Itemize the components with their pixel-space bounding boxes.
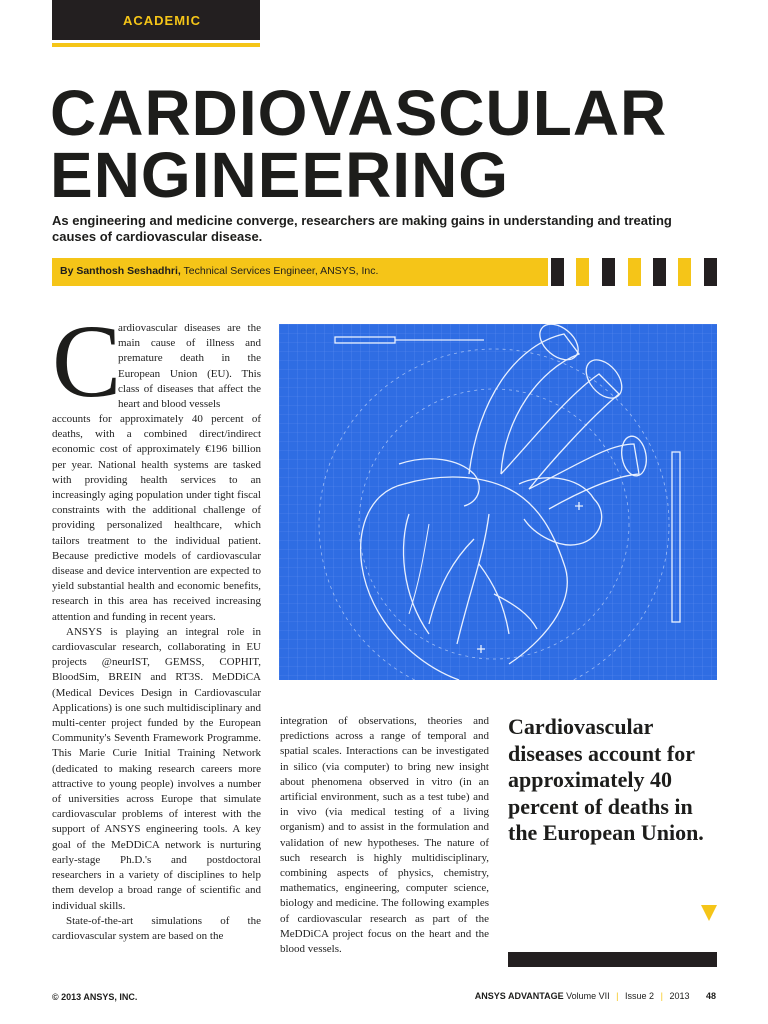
footer-volume: Volume VII: [566, 991, 610, 1001]
column-1: [52, 412, 261, 944]
heart-blueprint-figure: [279, 324, 717, 680]
page-title: [50, 77, 750, 211]
section-label: ACADEMIC: [123, 13, 202, 28]
footer-copyright: © 2013 ANSYS, INC.: [52, 992, 138, 1002]
title-line-2: ENGINEERING: [50, 139, 510, 211]
corner-triangle-icon: [701, 905, 717, 921]
paragraph-1: accounts for approximately 40 percent of deaths, with a combined direct/indirect economic cost of approximately €196 billion per year. National health systems are tasked with providing health services to an increasingly aging population under tight fiscal constraints with the additional challenge of providing personalized healthcare, which tailors treatment to the individual patient. Because predictive models of cardiovascular disease and device intervention are expected to yield substantial health and economic benefits, research in this area has received increasing attention and funding in recent years.: [52, 413, 261, 623]
pull-quote-rule: [508, 952, 717, 967]
page-number: 48: [705, 991, 716, 1001]
footer-year: 2013: [669, 991, 690, 1001]
footer-publication: ANSYS ADVANTAGE Volume VII | Issue 2 | 2013 48: [474, 991, 716, 1001]
byline-role: Technical Services Engineer, ANSYS, Inc.: [180, 265, 379, 277]
section-underline: [52, 43, 260, 47]
title-line-1: CARDIOVASCULAR: [50, 77, 668, 149]
byline-author: By Santhosh Seshadhri,: [60, 265, 181, 277]
deck-subtitle: As engineering and medicine converge, researchers are making gains in understanding and treating causes of cardiovascular disease.: [52, 213, 672, 244]
heart-blueprint-icon: [279, 324, 717, 680]
column-2: integration of observations, theories and predictions across a range of temporal and spatial scales. Interactions can be investigated in silico (via computer) to bring new insight about phenomena observed in vitro (in an artificial environment, such as a test tube) and in vivo (via medical testing of a living organism) and to assist in the formulation and validation of new hypotheses. The nature of such research is highly multidisciplinary, combining aspects of physics, chemistry, mathematics, engineering, computer science, biology and medicine. The following examples of cardiovascular research as part of the MeDDiCA project focus on the heart and the blood vessels.: [280, 715, 489, 956]
footer-issue: Issue 2: [625, 991, 655, 1001]
decorative-stripes: [551, 258, 717, 286]
section-tab: [52, 0, 260, 40]
paragraph-2: ANSYS is playing an integral role in cardiovascular research, collaborating in EU projects @neurIST, GEMSS, COPHIT, BloodSim, BREIN and RT3S. MeDDiCA (Medical Devices Design in Cardiovascular Applications) is one such multidisciplinary and multi-center project funded by the European Community's Seventh Framework Programme. This Marie Curie Initial Training Network (dedicated to making research careers more attractive to young people) involves a number of universities across Europe that simulate cardiovascular problems of interest with the support of ANSYS engineering tools. A key goal of the MeDDiCA network is nurturing early-stage Ph.D.'s and postdoctoral researchers in a variety of disciplines to help them develop a broad range of scientific and individual skills.: [52, 625, 261, 912]
intro-text: ardiovascular diseases are the main cause of illness and premature death in the European Union (EU). This class of diseases that affect the heart and blood vessels: [118, 322, 261, 411]
pull-quote: Cardiovascular diseases account for approximately 40 percent of deaths in the European Union.: [508, 714, 704, 845]
footer-brand: ANSYS ADVANTAGE: [474, 991, 564, 1001]
paragraph-3: State-of-the-art simulations of the cardiovascular system are based on the: [52, 914, 261, 942]
drop-cap: C: [52, 304, 122, 419]
byline: [60, 265, 378, 277]
